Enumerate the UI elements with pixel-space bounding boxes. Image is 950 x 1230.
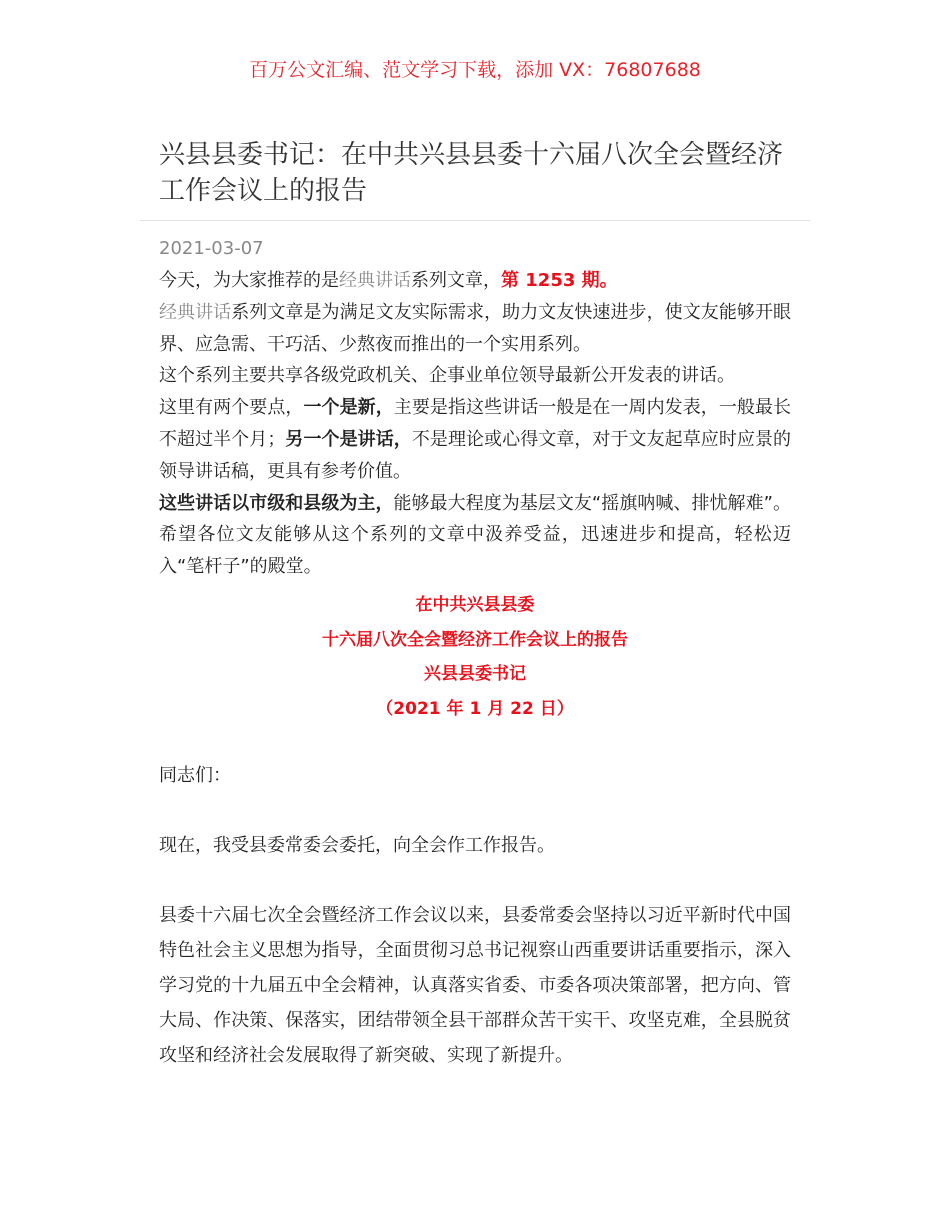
publish-date: 2021-03-07 — [159, 238, 264, 259]
heading-date: （2021 年 1 月 22 日） — [376, 698, 574, 719]
intro-paragraph: 这些讲话以市级和县级为主，能够最大程度为基层文友“摇旗呐喊、排忧解难”。希望各位文友能够从这个系列的文章中汲养受益，迅速进步和提高，轻松迈入“笔杆子”的殿堂。 — [159, 492, 791, 578]
series-name: 经典讲话 — [159, 301, 232, 323]
heading-line: 兴县县委书记 — [424, 664, 526, 684]
body-paragraph: 现在，我受县委常委会委托，向全会作工作报告。 — [159, 835, 555, 856]
report-heading — [140, 588, 810, 726]
heading-line: 在中共兴县县委 — [415, 595, 535, 615]
body-paragraph: 县委十六届七次全会暨经济工作会议以来，县委常委会坚持以习近平新时代中国特色社会主义思想为指导，全面贯彻习总书记视察山西重要讲话重要指示，深入学习党的十九届五中全会精神，认真落实省委、市委各项决策部署，把方向、管大局、作决策、保落实，团结带领全县干部群众苦干实干、攻坚克难，全县脱贫攻坚和经济社会发展取得了新突破、实现了新提升。 — [159, 905, 791, 1066]
intro-paragraph: 今天，为大家推荐的是经典讲话系列文章，第 1253 期。 — [159, 270, 618, 291]
issue-number: 第 1253 期。 — [501, 270, 618, 291]
body-paragraph: 同志们： — [159, 765, 231, 786]
intro-section — [159, 265, 791, 583]
article-title: 兴县县委书记：在中共兴县县委十六届八次全会暨经济工作会议上的报告 — [159, 140, 784, 206]
report-body — [159, 758, 791, 1108]
intro-paragraph: 这里有两个要点，一个是新，主要是指这些讲话一般是在一周内发表，一般最长不超过半个月；另一个是讲话，不是理论或心得文章，对于文友起草应时应景的领导讲话稿，更具有参考价值。 — [159, 397, 792, 482]
intro-paragraph: 这个系列主要共享各级党政机关、企事业单位领导最新公开发表的讲话。 — [159, 365, 735, 387]
series-name: 经典讲话 — [339, 270, 411, 291]
title-divider — [140, 220, 810, 221]
intro-paragraph: 经典讲话系列文章是为满足文友实际需求，助力文友快速进步，使文友能够开眼界、应急需、干巧活、少熬夜而推出的一个实用系列。 — [159, 301, 792, 355]
heading-line: 十六届八次全会暨经济工作会议上的报告 — [322, 629, 628, 650]
promo-banner: 百万公文汇编、范文学习下载，添加 VX：76807688 — [249, 59, 701, 81]
